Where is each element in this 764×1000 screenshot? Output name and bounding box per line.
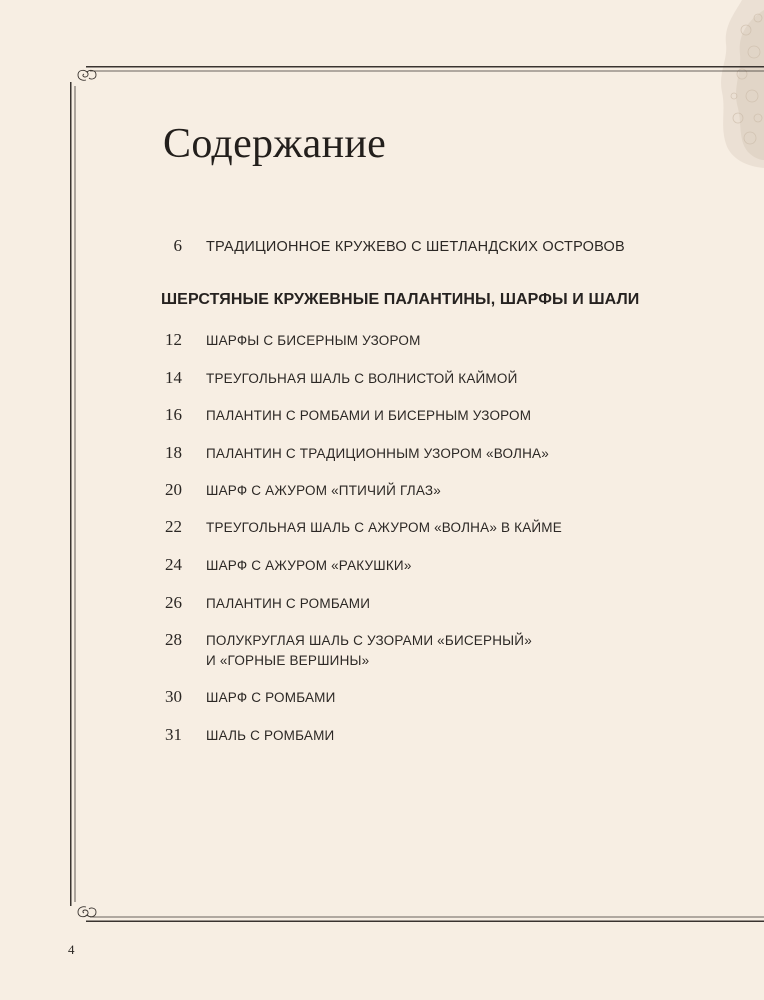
toc-intro-entry[interactable] [160,236,625,256]
toc-page-number: 24 [165,555,182,574]
toc-entry[interactable] [160,368,517,388]
toc-page-number: 31 [165,725,182,744]
toc-entry[interactable] [160,593,370,613]
toc-entry[interactable] [160,480,441,500]
toc-entry-title: ШАРФЫ С БИСЕРНЫМ УЗОРОМ [206,333,421,348]
toc-entry-title-line: ПОЛУКРУГЛАЯ ШАЛЬ С УЗОРАМИ «БИСЕРНЫЙ» [206,633,532,648]
toc-entry[interactable] [160,405,531,425]
toc-entry[interactable] [160,517,562,537]
corner-ornament-icon [76,904,98,920]
toc-page-number: 26 [165,593,182,612]
toc-entry-title: ШАРФ С АЖУРОМ «РАКУШКИ» [206,558,412,573]
toc-page-number: 12 [165,330,182,349]
toc-entry-title: ШАРФ С АЖУРОМ «ПТИЧИЙ ГЛАЗ» [206,483,441,498]
toc-entry-title: ПАЛАНТИН С РОМБАМИ И БИСЕРНЫМ УЗОРОМ [206,408,532,423]
section-heading: ШЕРСТЯНЫЕ КРУЖЕВНЫЕ ПАЛАНТИНЫ, ШАРФЫ И ШАЛИ [161,291,640,308]
toc-entry[interactable] [160,555,412,575]
page-title: Содержание [163,121,387,167]
toc-entry-title: ШАРФ С РОМБАМИ [206,690,336,705]
toc-entry-title-line: И «ГОРНЫЕ ВЕРШИНЫ» [206,653,370,668]
toc-page-number: 18 [165,443,182,462]
toc-page-number: 6 [173,236,182,255]
toc-entry-title: ТРАДИЦИОННОЕ КРУЖЕВО С ШЕТЛАНДСКИХ ОСТРОВОВ [206,239,625,255]
toc-entry-title: ШАЛЬ С РОМБАМИ [206,728,335,743]
toc-page-number: 22 [165,517,182,536]
toc-entry[interactable] [160,630,532,671]
toc-entry-title: ПАЛАНТИН С РОМБАМИ [206,596,371,611]
toc-page-number: 30 [165,687,182,706]
toc-entry-title [206,631,532,671]
toc-entry-title: ТРЕУГОЛЬНАЯ ШАЛЬ С АЖУРОМ «ВОЛНА» В КАЙМЕ [206,520,562,535]
toc-page-number: 14 [165,368,182,387]
toc-page-number: 16 [165,405,182,424]
toc-entry[interactable] [160,687,336,707]
toc-entry[interactable] [160,330,421,350]
toc-entry[interactable] [160,725,334,745]
toc-entry-title: ТРЕУГОЛЬНАЯ ШАЛЬ С ВОЛНИСТОЙ КАЙМОЙ [206,371,518,386]
toc-entry[interactable] [160,443,549,463]
toc-page-number: 28 [165,630,182,649]
corner-ornament-icon [76,67,98,83]
toc-entry-title: ПАЛАНТИН С ТРАДИЦИОННЫМ УЗОРОМ «ВОЛНА» [206,446,549,461]
page-number: 4 [68,942,75,957]
toc-page-number: 20 [165,480,182,499]
